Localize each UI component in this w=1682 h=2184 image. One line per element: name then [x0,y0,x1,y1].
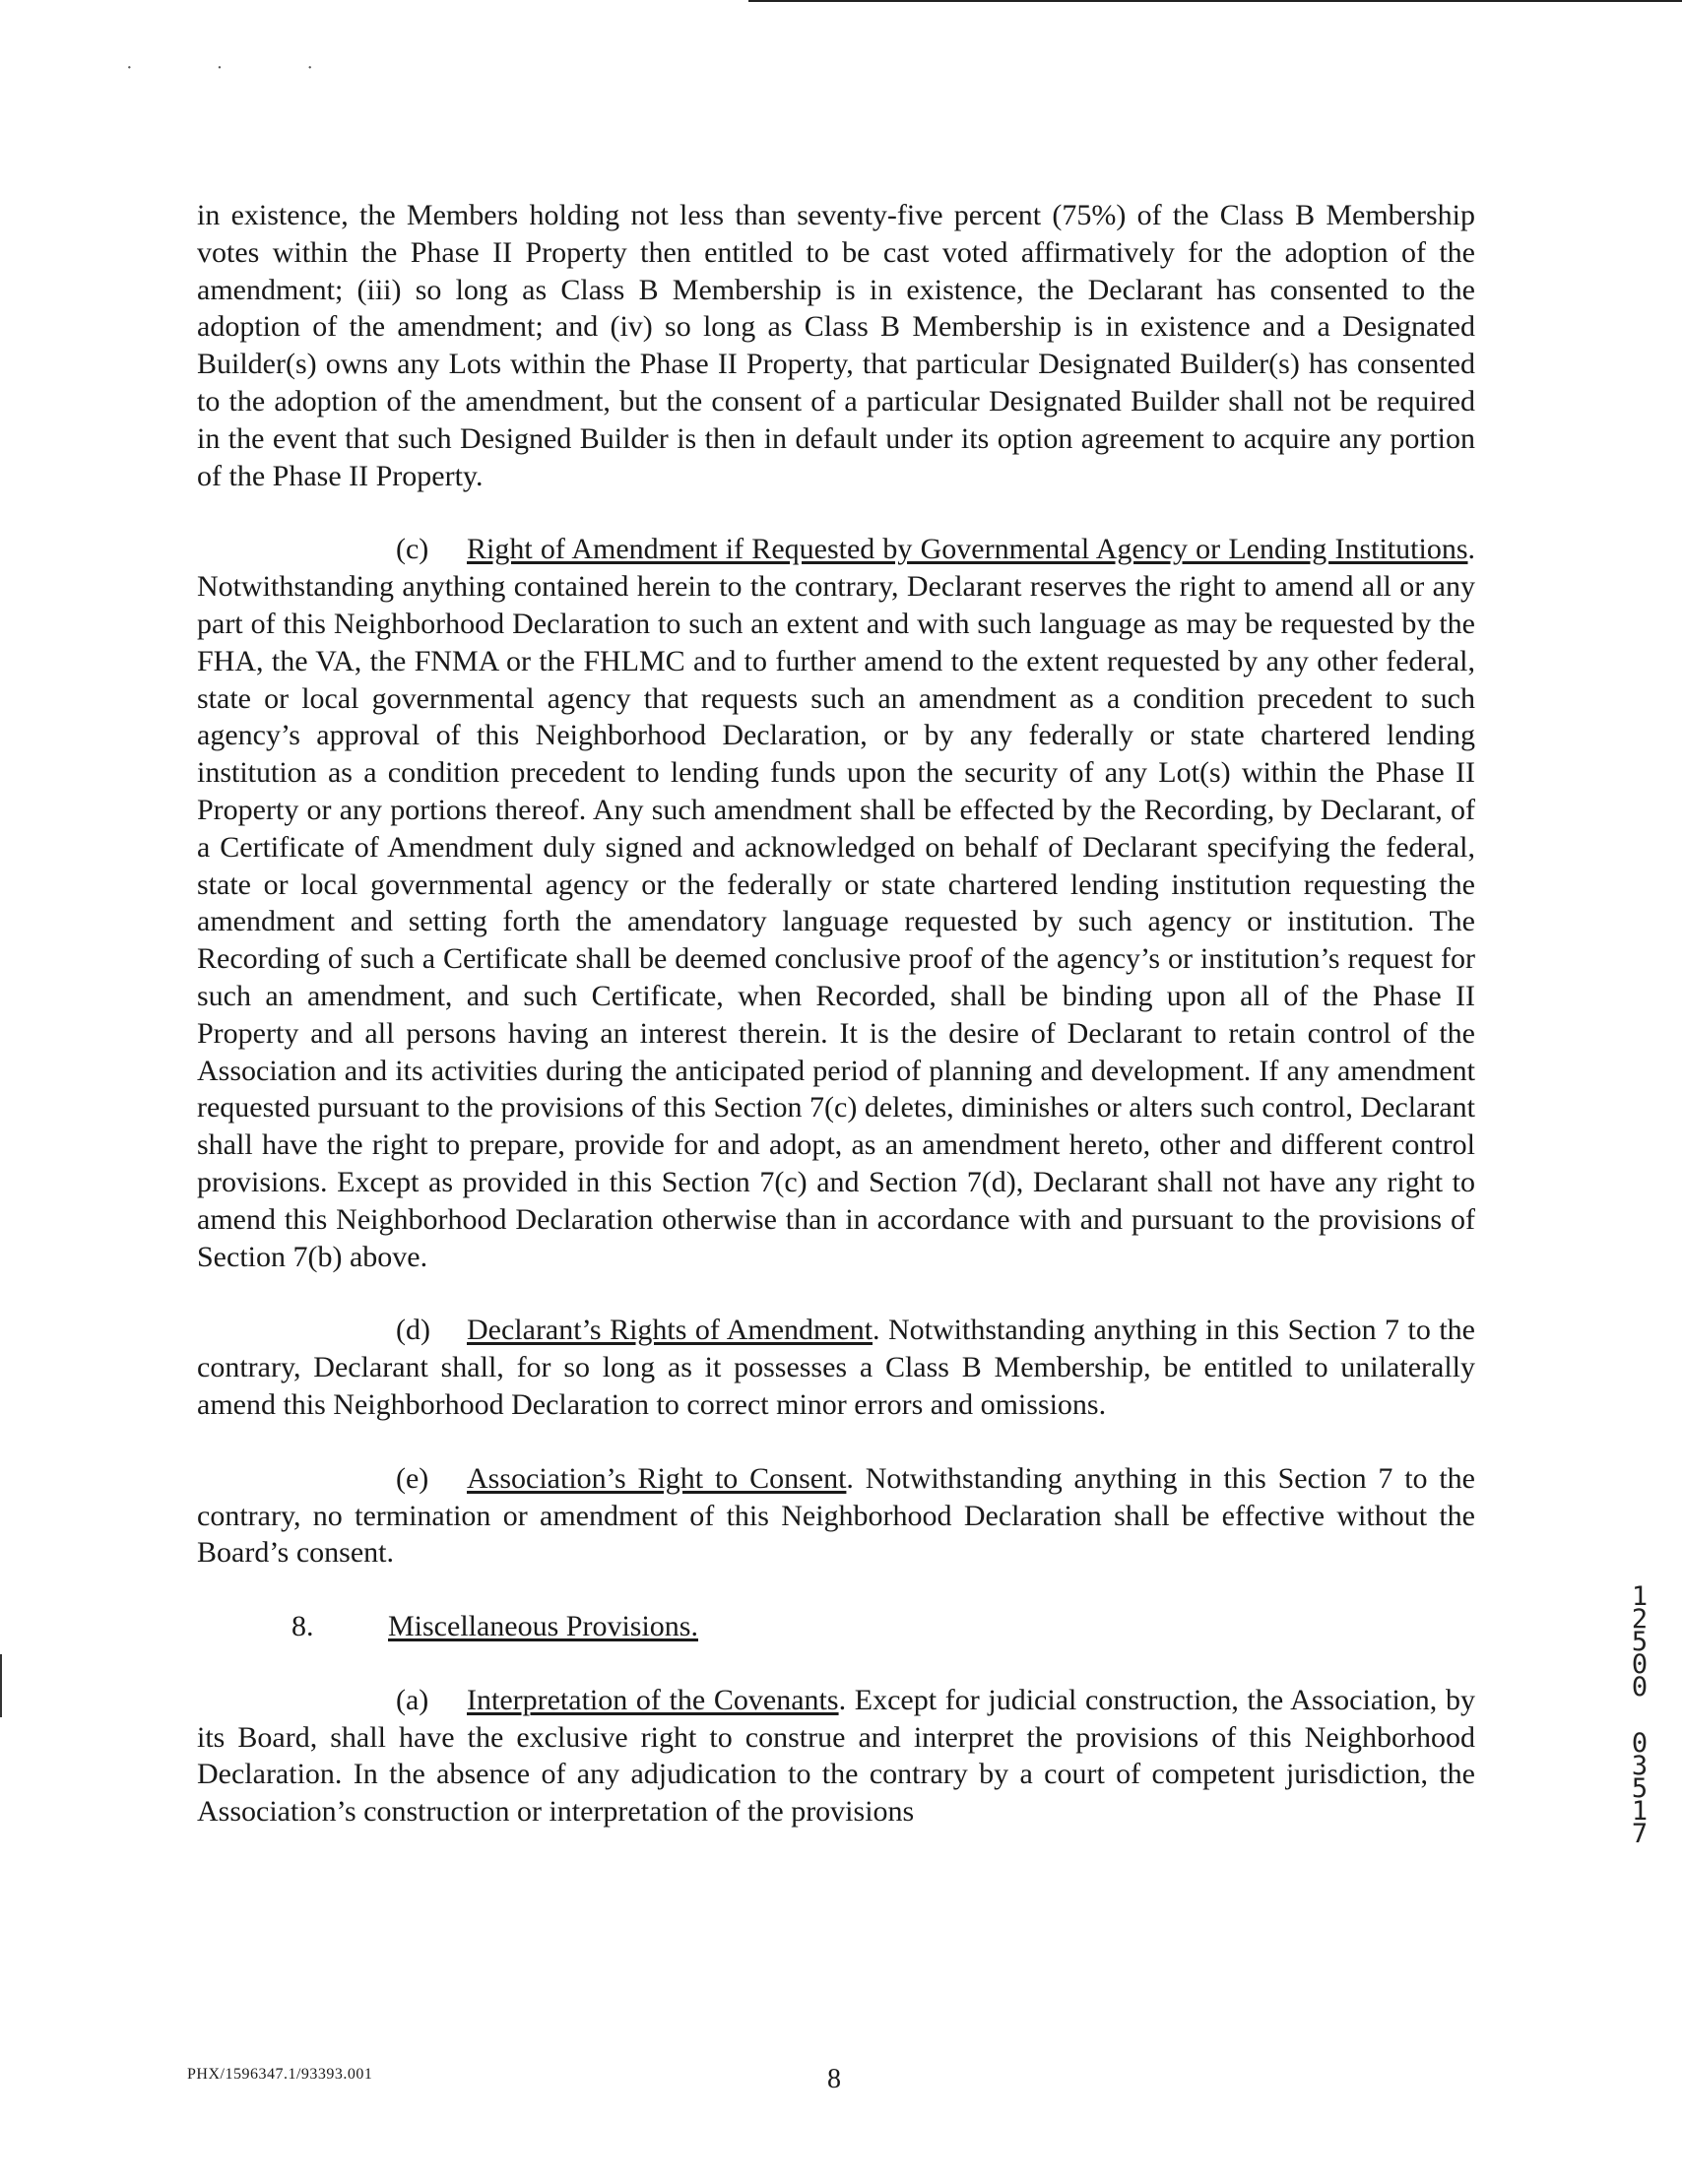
paragraph-d [197,1312,1475,1423]
section-title: Miscellaneous Provisions. [388,1610,698,1643]
paragraph-marker: (e) [396,1461,429,1495]
stamp-digit: 5 [1631,1627,1649,1657]
paragraph-text: in existence, the Members holding not less than seventy-five percent (75%) of the Class B Membership votes within the Phase II Property then entitled to be cast voted affirmatively for the adoption of the amendment; (iii) so long as Class B Membership is in existence, the Declarant has consented to the adoption of the amendment; and (iv) so long as Class B Membership is in existence and a Designated Builder(s) owns any Lots within the Phase II Property, that particular Designated Builder(s) has consented to the adoption of the amendment, but the consent of a particular Designated Builder shall not be required in the event that such Designed Builder is then in default under its option agreement to acquire any portion of the Phase II Property. [197,199,1475,492]
paragraph-heading: Right of Amendment if Requested by Governmental Agency or Lending Institutions [467,533,1468,566]
stamp-digit: 2 [1631,1604,1649,1635]
recording-stamp [1625,1581,1654,1849]
paragraph-text: . Notwithstanding anything in this Section 7 to the contrary, no termination or amendment of this Neighborhood Declaration shall be effective without the Board’s consent. [197,1461,1475,1570]
paragraph-continuation [197,197,1475,494]
scan-top-rule [748,0,1682,2]
stamp-digit: 0 [1631,1649,1649,1680]
page-number: 8 [827,2064,841,2094]
footer-doc-id: PHX/1596347.1/93393.001 [187,2066,373,2083]
stamp-digit: 3 [1631,1751,1649,1781]
stamp-digit: 1 [1631,1796,1649,1827]
paragraph-text: . Except for judicial construction, the Association, by its Board, shall have the exclusive right to construe and interpret the provisions of this Neighborhood Declaration. In the absence of any adjudication to the contrary by a court of competent jurisdiction, the Association’s construction or interpretation of the provisions [197,1683,1475,1829]
section-marker: 8. [291,1610,314,1643]
stamp-digit: 7 [1631,1819,1649,1849]
paragraph-text: . Notwithstanding anything in this Section 7 to the contrary, Declarant shall, for so long as it possesses a Class B Membership, be entitled to unilaterally amend this Neighborhood Declaration to correct minor errors and omissions. [197,1314,1475,1421]
paragraph-marker: (c) [396,533,429,566]
stamp-digit: 0 [1631,1728,1649,1759]
paragraph-marker: (d) [396,1314,430,1347]
paragraph-a [197,1682,1475,1831]
scan-speckles: · · · [126,57,353,79]
section-8-heading [197,1608,1475,1645]
paragraph-text: . Notwithstanding anything contained herein to the contrary, Declarant reserves the right to amend all or any part of this Neighborhood Declaration to such an extent and with such language as may be requested by the FHA, the VA, the FNMA or the FHLMC and to further amend to the extent requested by any other federal, state or local governmental agency that requests such an amendment as a condition precedent to such agency’s approval of this Neighborhood Declaration, or by any federally or state chartered lending institution as a condition precedent to lending funds upon the security of any Lot(s) within the Phase II Property or any portions thereof. Any such amendment shall be effected by the Recording, by Declarant, of a Certificate of Amendment duly signed and acknowledged on behalf of Declarant specifying the federal, state or local governmental agency or the federally or state chartered lending institution requesting the amendment and setting forth the amendatory language requested by such agency or institution. The Recording of such a Certificate shall be deemed conclusive proof of the agency’s or institution’s request for such an amendment, and such Certificate, when Recorded, shall be binding upon all of the Phase II Property and all persons having an interest therein. It is the desire of Declarant to retain control of the Association and its activities during the anticipated period of planning and development. If any amendment requested pursuant to the provisions of this Section 7(c) deletes, diminishes or alters such control, Declarant shall have the right to prepare, provide for and adopt, as an amendment hereto, other and different control provisions. Except as provided in this Section 7(c) and Section 7(d), Declarant shall not have any right to amend this Neighborhood Declaration otherwise than in accordance with and pursuant to the provisions of Section 7(b) above. [197,533,1475,1273]
stamp-digit: 1 [1631,1581,1649,1612]
paragraph-heading: Declarant’s Rights of Amendment [467,1314,873,1347]
paragraph-marker: (a) [396,1683,429,1716]
stamp-digit: 0 [1631,1672,1649,1702]
paragraph-e [197,1460,1475,1572]
stamp-line-2 [1625,1728,1654,1849]
paragraph-heading: Association’s Right to Consent [467,1461,847,1495]
document-body [197,197,1475,1867]
paragraph-heading: Interpretation of the Covenants [467,1683,839,1716]
paragraph-c [197,531,1475,1275]
scan-edge-mark [0,1654,2,1717]
stamp-line-1 [1625,1581,1654,1702]
stamp-digit: 5 [1631,1773,1649,1804]
